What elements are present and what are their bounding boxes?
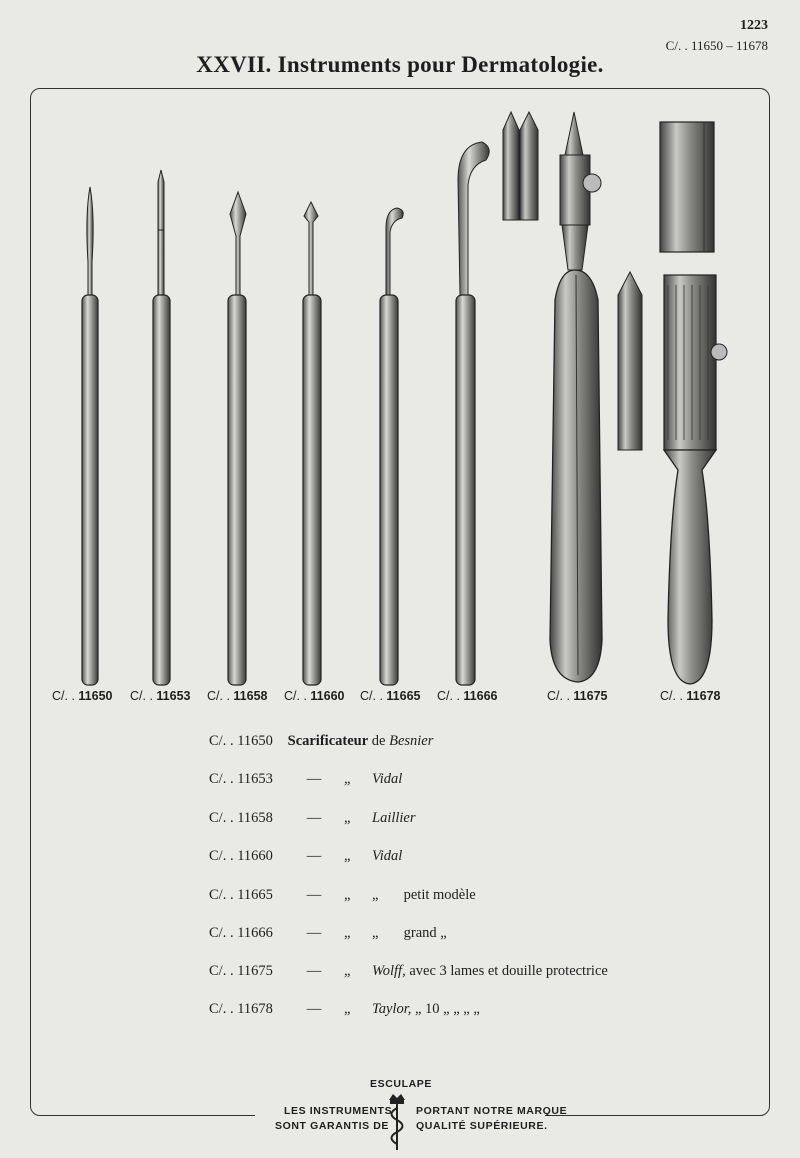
- label-11665: C/. . 11665: [360, 689, 421, 703]
- instrument-11675: [550, 112, 602, 682]
- label-11658: C/. . 11658: [207, 689, 268, 703]
- instrument-11666: [456, 142, 489, 685]
- desc-row-11658: C/. . 11658 — „ Laillier: [209, 810, 416, 826]
- footer-line1-left: LES INSTRUMENTS: [284, 1105, 393, 1117]
- instrument-11653: [153, 170, 170, 685]
- desc-row-11650: C/. . 11650 Scarificateur de Besnier: [209, 733, 434, 749]
- page-number: 1223: [740, 18, 768, 33]
- page-title: XXVII. Instruments pour Dermatologie.: [196, 52, 604, 77]
- page-range: C/. . 11650 – 11678: [665, 38, 768, 53]
- label-11666: C/. . 11666: [437, 689, 498, 703]
- desc-row-11665: C/. . 11665 — „ „ petit modèle: [209, 887, 476, 903]
- footer-line2-left: SONT GARANTIS DE: [275, 1120, 390, 1132]
- instrument-11675-caps: [503, 112, 538, 220]
- instrument-11658: [228, 192, 246, 685]
- footer-brand: ESCULAPE: [370, 1078, 432, 1090]
- instrument-11678: [664, 275, 727, 684]
- footer-line1-right: PORTANT NOTRE MARQUE: [416, 1105, 568, 1117]
- footer-line2-right: QUALITÉ SUPÉRIEURE.: [416, 1120, 548, 1132]
- label-11660: C/. . 11660: [284, 689, 345, 703]
- desc-row-11675: C/. . 11675 — „ Wolff, avec 3 lames et douille protectrice: [209, 963, 608, 979]
- instrument-11650: [82, 187, 98, 685]
- desc-row-11678: C/. . 11678 — „ Taylor, „ 10 „ „ „ „: [209, 1001, 480, 1017]
- desc-row-11653: C/. . 11653 — „ Vidal: [209, 771, 403, 787]
- instrument-11665: [380, 208, 403, 685]
- label-11675: C/. . 11675: [547, 689, 608, 703]
- label-11678: C/. . 11678: [660, 689, 721, 703]
- desc-row-11660: C/. . 11660 — „ Vidal: [209, 848, 403, 864]
- label-11650: C/. . 11650: [52, 689, 113, 703]
- label-11653: C/. . 11653: [130, 689, 191, 703]
- desc-row-11666: C/. . 11666 — „ „ grand „: [209, 925, 447, 941]
- instrument-11660: [303, 202, 321, 685]
